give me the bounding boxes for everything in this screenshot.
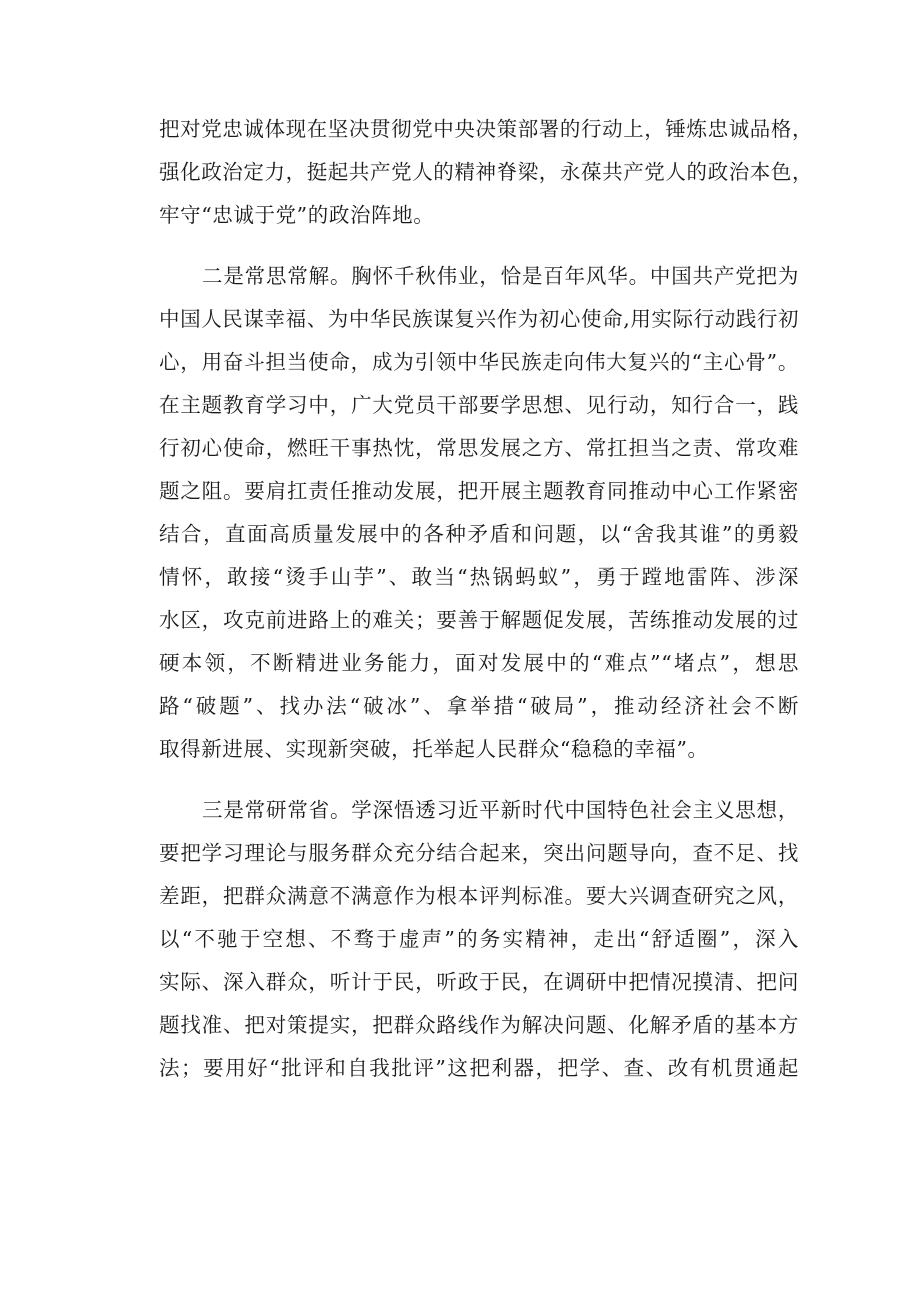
text-line: 实际、深入群众，听计于民，听政于民，在调研中把情况摸清、把问 bbox=[159, 970, 799, 994]
text-line: 法；要用好“批评和自我批评”这把利器，把学、查、改有机贯通起 bbox=[159, 1056, 799, 1080]
text-line: 把对党忠诚体现在坚决贯彻党中央决策部署的行动上，锤炼忠诚品格， bbox=[159, 117, 814, 141]
paragraph-3 bbox=[159, 789, 799, 1090]
text-line: 情怀，敢接“烫手山芋”、敢当“热锅蚂蚁”，勇于蹚地雷阵、涉深 bbox=[159, 565, 799, 589]
text-line: 差距，把群众满意不满意作为根本评判标准。要大兴调查研究之风， bbox=[159, 884, 799, 908]
text-line: 硬本领，不断精进业务能力，面对发展中的“难点”“堵点”，想思 bbox=[159, 651, 799, 675]
document-body bbox=[159, 108, 814, 1090]
text-line: 题找准、把对策提实，把群众路线作为解决问题、化解矛盾的基本方 bbox=[159, 1013, 799, 1037]
paragraph-gap bbox=[159, 237, 799, 255]
text-line: 水区，攻克前进路上的难关；要善于解题促发展，苦练推动发展的过 bbox=[159, 608, 799, 632]
paragraph-2 bbox=[159, 255, 799, 771]
paragraph-gap bbox=[159, 771, 799, 789]
text-line: 在主题教育学习中，广大党员干部要学思想、见行动，知行合一，践 bbox=[159, 393, 799, 417]
text-line: 取得新进展、实现新突破，托举起人民群众“稳稳的幸福”。 bbox=[159, 737, 709, 761]
text-line: 二是常思常解。胸怀千秋伟业，恰是百年风华。中国共产党把为 bbox=[202, 264, 799, 288]
text-line: 题之阻。要肩扛责任推动发展，把开展主题教育同推动中心工作紧密 bbox=[159, 479, 799, 503]
text-line: 牢守“忠诚于党”的政治阵地。 bbox=[159, 203, 435, 227]
text-line: 中国人民谋幸福、为中华民族谋复兴作为初心使命,用实际行动践行初 bbox=[159, 307, 800, 331]
text-line: 以“不驰于空想、不骛于虚声”的务实精神，走出“舒适圈”，深入 bbox=[159, 927, 799, 951]
text-line: 心，用奋斗担当使命，成为引领中华民族走向伟大复兴的“主心骨”。 bbox=[159, 350, 799, 374]
text-line: 三是常研常省。学深悟透习近平新时代中国特色社会主义思想， bbox=[202, 798, 799, 822]
text-line: 路“破题”、找办法“破冰”、拿举措“破局”，推动经济社会不断 bbox=[159, 694, 799, 718]
text-line: 行初心使命，燃旺干事热忱，常思发展之方、常扛担当之责、常攻难 bbox=[159, 436, 799, 460]
paragraph-1 bbox=[159, 108, 814, 237]
text-line: 结合，直面高质量发展中的各种矛盾和问题，以“舍我其谁”的勇毅 bbox=[159, 522, 799, 546]
text-line: 强化政治定力，挺起共产党人的精神脊梁，永葆共产党人的政治本色， bbox=[159, 160, 814, 184]
text-line: 要把学习理论与服务群众充分结合起来，突出问题导向，查不足、找 bbox=[159, 841, 799, 865]
